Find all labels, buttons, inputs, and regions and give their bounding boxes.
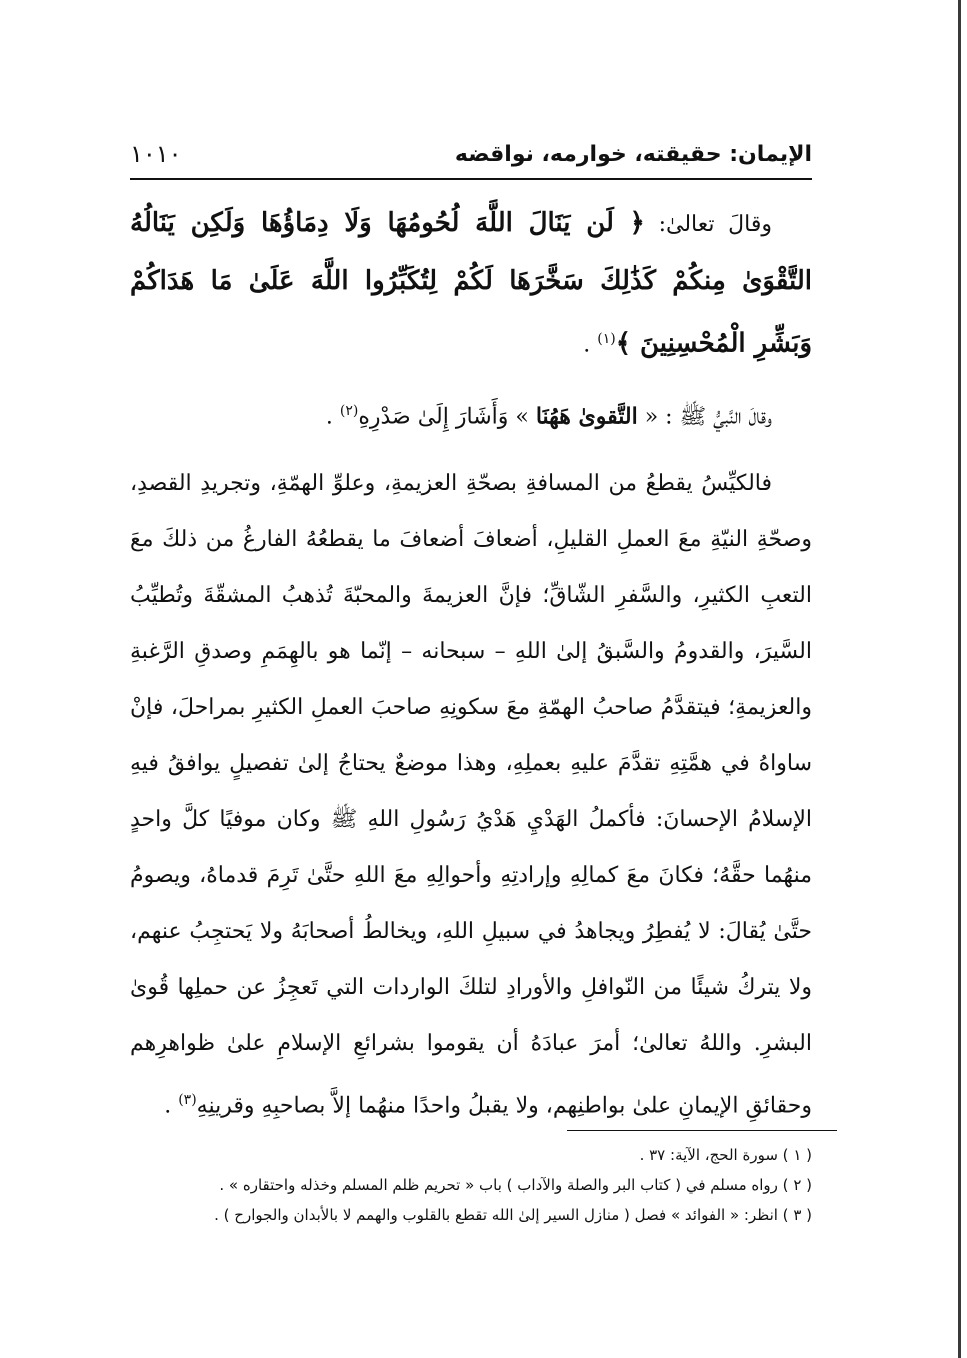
footnotes [130, 1140, 812, 1230]
hadith-rest: » وَأَشَارَ إِلَىٰ صَدْرِهِ [358, 404, 536, 430]
footnote-ref-3: (٣) [178, 1091, 197, 1108]
paragraph-end-1: . [583, 332, 598, 358]
paragraph-quran-verse [130, 195, 812, 373]
running-title: الإيمان: حقيقته، خوارمه، نواقضه [454, 142, 812, 167]
footnote-2: ( ٢ ) رواه مسلم في ( كتاب البر والصلة والآداب ) باب « تحريم ظلم المسلم وخذله واحتقاره » . [219, 1176, 812, 1194]
main-text [130, 195, 812, 1144]
footnote-1: ( ١ ) سورة الحج، الآية: ٣٧ . [639, 1146, 812, 1164]
paragraph-end-3: . [164, 1092, 179, 1118]
quran-verse: ﴿ لَن يَنَالَ اللَّهَ لُحُومُهَا وَلَا دِمَاؤُهَا وَلَكِن يَنَالُهُ التَّقْوَىٰ مِنكُمْ كَذَٰلِكَ سَخَّرَهَا لَكُمْ لِتُكَبِّرُوا اللَّهَ عَلَىٰ مَا هَدَاكُمْ وَبَشِّرِ الْمُحْسِنِينَ ﴾ [130, 208, 812, 359]
header-rule [130, 178, 812, 180]
footnote-separator [567, 1130, 837, 1131]
page-header [130, 140, 812, 180]
hadith-intro: وقالَ النَّبيُّ ﷺ : « [637, 404, 772, 430]
paragraph-commentary [130, 456, 812, 1134]
footnote-ref-2: (٢) [339, 403, 359, 420]
paragraph-hadith [130, 383, 812, 445]
footnote-3: ( ٣ ) انظر: « الفوائد » فصل ( منازل السير إلىٰ الله تقطع بالقلوب والهمم لا بالأبدان والجوارح ) . [214, 1206, 812, 1224]
paragraph-end-2: . [325, 404, 340, 430]
footnote-ref-1: (١) [597, 331, 616, 347]
verse-intro: وقالَ تعالىٰ: [644, 212, 772, 237]
page-number: ١٠١٠ [130, 140, 182, 168]
hadith-text: التَّقوىٰ هَهُنَا [535, 403, 638, 430]
scan-edge-shadow [958, 0, 961, 1358]
commentary-text: فالكيِّسُ يقطعُ من المسافةِ بصحّةِ العزيمةِ، وعلوِّ الهمّةِ، وتجريدِ القصدِ، وصحّةِ النيّةِ معَ العملِ القليلِ، أضعافَ أضعافَ ما يقطعُهُ الفارغُ من ذلكَ معَ التعبِ الكثيرِ، والسَّفرِ الشّاقِّ؛ فإنَّ العزيمةَ والمحبّةَ تُذهبُ المشقّةَ وتُطيِّبُ السَّيرَ، والقدومُ والسَّبقُ إلىٰ اللهِ – سبحانه – إنّما هو بالهِمَمِ وصدقِ الرَّغبةِ والعزيمةِ؛ فيتقدَّمُ صاحبُ الهمّةِ معَ سكونِهِ صاحبَ العملِ الكثيرِ بمراحلَ، فإنْ ساواهُ في همَّتِهِ تقدَّمَ عليهِ بعملِهِ، وهذا موضعٌ يحتاجُ إلىٰ تفصيلٍ يوافقُ فيهِ الإسلامُ الإحسانَ: فأكملُ الهَدْيِ هَدْيُ رَسُولِ اللهِ ﷺ وكان موفيًا كلَّ واحدٍ منهُما حقَّهُ؛ فكانَ معَ كمالِهِ وإرادتِهِ وأحوالِهِ معَ اللهِ حتَّىٰ تَرِمَ قدماهُ، ويصومُ حتَّىٰ يُقالَ: لا يُفطِرُ ويجاهدُ في سبيلِ اللهِ، ويخالطُ أصحابَهُ ولا يَحتجِبُ عنهم، ولا يتركُ شيئًا من النّوافلِ والأورادِ لتلكَ الواردات التي تَعجِزُ عن حملِها قُوىٰ البشرِ. واللهُ تعالىٰ؛ أمرَ عبادَهُ أن يقوموا بشرائعِ الإسلامِ علىٰ ظواهرِهم وحقائقِ الإيمانِ علىٰ بواطنِهم، ولا يقبلُ واحدًا منهُما إلاَّ بصاحبِهِ وقرينِهِ [130, 470, 812, 1118]
